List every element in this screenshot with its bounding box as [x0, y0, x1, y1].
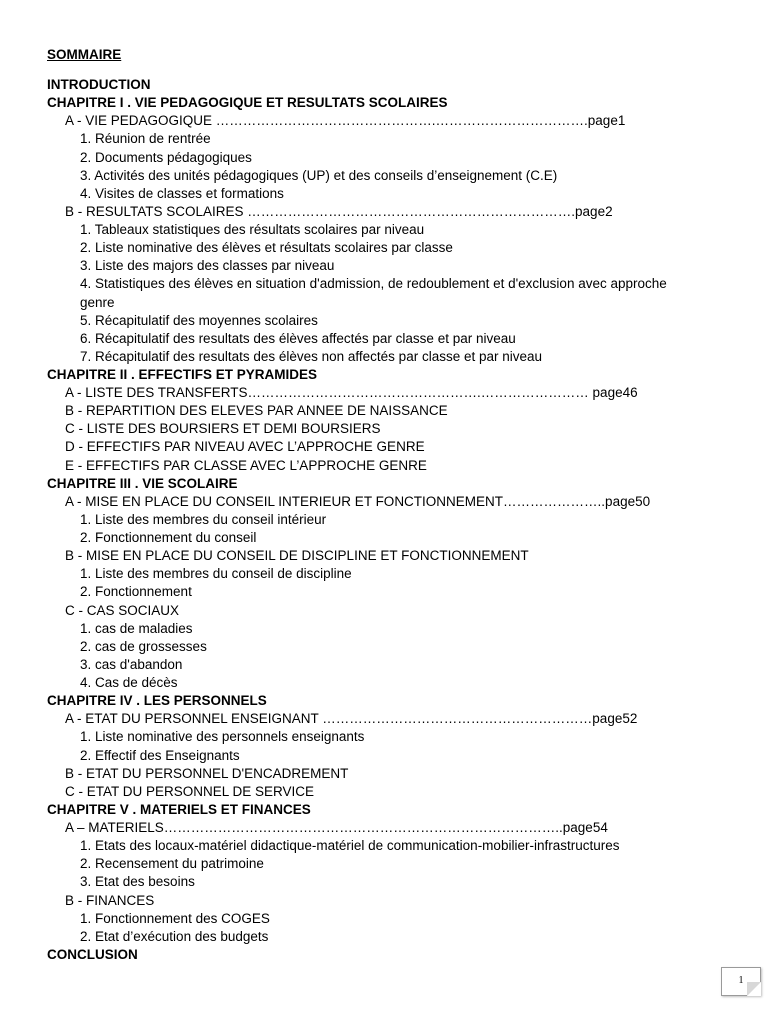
subsection-entry: 2. Liste nominative des élèves et résultats scolaires par classe [80, 240, 453, 256]
subsection-entry: 2. Effectif des Enseignants [80, 747, 240, 763]
section-entry: B - FINANCES [65, 892, 155, 908]
chapter-heading: CONCLUSION [47, 946, 138, 962]
section-entry: B - RESULTATS SCOLAIRES ……………………………………………………………….page2 [65, 203, 613, 219]
section-entry: E - EFFECTIFS PAR CLASSE AVEC L’APPROCHE GENRE [65, 457, 427, 473]
section-entry: B - ETAT DU PERSONNEL D'ENCADREMENT [65, 765, 349, 781]
section-entry: A - MISE EN PLACE DU CONSEIL INTERIEUR ET FONCTIONNEMENT…………………..page50 [65, 493, 651, 509]
subsection-entry: 4. Statistiques des élèves en situation d'admission, de redoublement et d'exclusion avec approche genre [80, 276, 667, 310]
section-entry: C - CAS SOCIAUX [65, 602, 180, 618]
page-title: SOMMAIRE [47, 47, 122, 62]
table-of-contents [0, 76, 768, 964]
chapter-heading: CHAPITRE II . EFFECTIFS ET PYRAMIDES [47, 366, 318, 382]
section-entry: D - EFFECTIFS PAR NIVEAU AVEC L’APPROCHE GENRE [65, 439, 425, 455]
section-entry: A – MATERIELS……………………………………………………………………………..page54 [65, 820, 608, 836]
chapter-heading: INTRODUCTION [47, 77, 151, 92]
subsection-entry: 2. Recensement du patrimoine [80, 856, 264, 872]
subsection-entry: 2. Etat d’exécution des budgets [80, 928, 269, 944]
subsection-entry: 2. Documents pédagogiques [80, 149, 252, 165]
chapter-heading: CHAPITRE V . MATERIELS ET FINANCES [47, 801, 311, 817]
subsection-entry: 1. Tableaux statistiques des résultats scolaires par niveau [80, 222, 425, 237]
chapter-heading: CHAPITRE IV . LES PERSONNELS [47, 693, 267, 709]
section-entry: A - ETAT DU PERSONNEL ENSEIGNANT ……………………………………………………page52 [65, 711, 638, 727]
subsection-entry: 2. Fonctionnement [80, 584, 192, 600]
subsection-entry: 4. Visites de classes et formations [80, 185, 284, 201]
section-entry: C - LISTE DES BOURSIERS ET DEMI BOURSIERS [65, 421, 381, 437]
subsection-entry: 3. Liste des majors des classes par niveau [80, 258, 335, 274]
subsection-entry: 1. Liste nominative des personnels enseignants [80, 729, 365, 745]
chapter-heading: CHAPITRE III . VIE SCOLAIRE [47, 475, 238, 491]
subsection-entry: 4. Cas de décès [80, 675, 178, 691]
subsection-entry: 1. Etats des locaux-matériel didactique-matériel de communication-mobilier-infrastructures [80, 838, 620, 854]
section-entry: A - LISTE DES TRANSFERTS…………………………………………….…………………… page46 [65, 385, 638, 401]
subsection-entry: 3. cas d'abandon [80, 656, 183, 672]
page-number: 1 [721, 967, 761, 996]
subsection-entry: 2. Fonctionnement du conseil [80, 530, 257, 546]
section-entry: B - MISE EN PLACE DU CONSEIL DE DISCIPLINE ET FONCTIONNEMENT [65, 548, 529, 564]
subsection-entry: 3. Activités des unités pédagogiques (UP) et des conseils d’enseignement (C.E) [80, 167, 558, 183]
subsection-entry: 1. Liste des membres du conseil de discipline [80, 566, 352, 582]
subsection-entry: 2. cas de grossesses [80, 638, 207, 654]
subsection-entry: 1. cas de maladies [80, 620, 193, 636]
subsection-entry: 3. Etat des besoins [80, 874, 195, 890]
section-entry: B - REPARTITION DES ELEVES PAR ANNEE DE NAISSANCE [65, 403, 448, 419]
subsection-entry: 7. Récapitulatif des resultats des élèves non affectés par classe et par niveau [80, 348, 543, 364]
section-entry: C - ETAT DU PERSONNEL DE SERVICE [65, 783, 315, 799]
chapter-heading: CHAPITRE I . VIE PEDAGOGIQUE ET RESULTATS SCOLAIRES [47, 95, 448, 111]
subsection-entry: 5. Récapitulatif des moyennes scolaires [80, 312, 318, 328]
subsection-entry: 1. Réunion de rentrée [80, 131, 211, 147]
section-entry: A - VIE PEDAGOGIQUE ………………………………………….…………………………….page1 [65, 113, 626, 129]
subsection-entry: 1. Fonctionnement des COGES [80, 910, 270, 926]
subsection-entry: 6. Récapitulatif des resultats des élèves affectés par classe et par niveau [80, 330, 516, 346]
subsection-entry: 1. Liste des membres du conseil intérieur [80, 511, 327, 527]
